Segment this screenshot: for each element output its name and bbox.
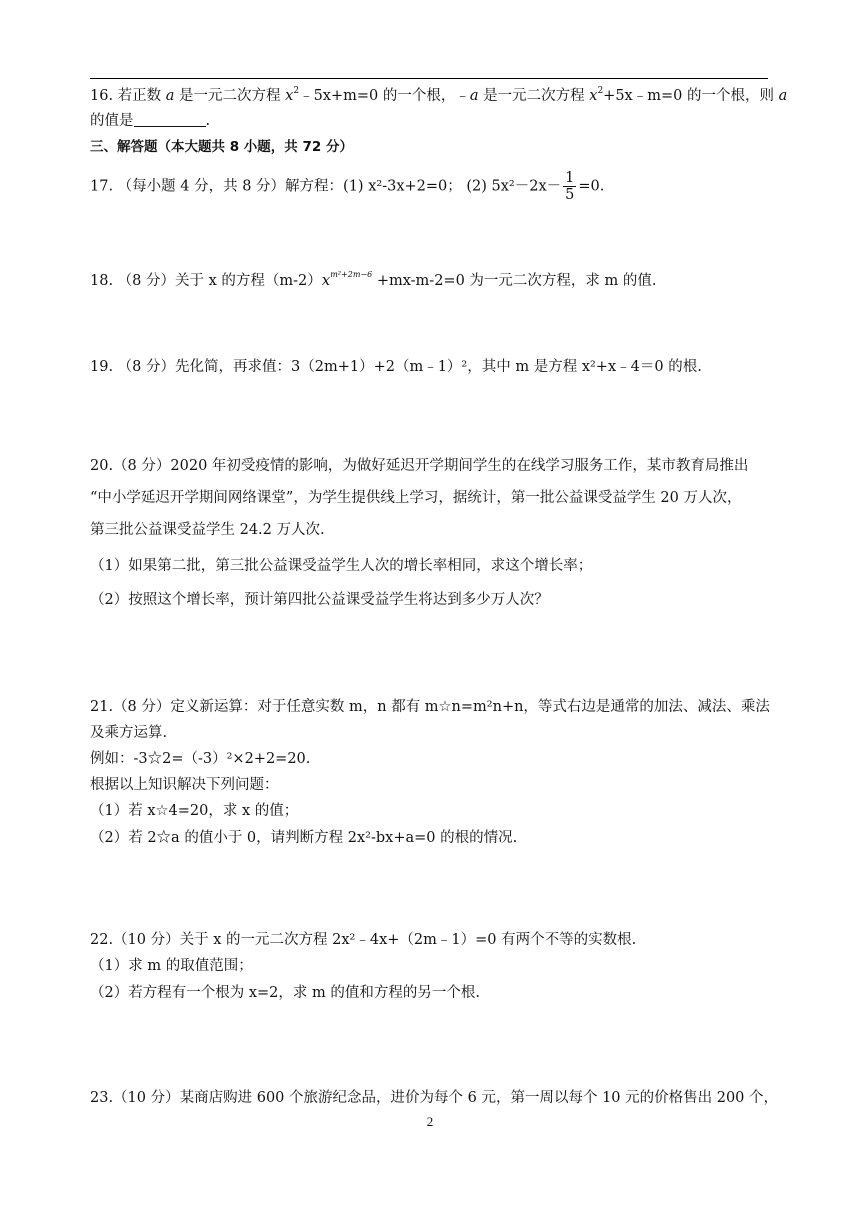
q16-line2: [90, 111, 210, 131]
q22-line3: （2）若方程有一个根为 x=2，求 m 的值和方程的另一个根.: [90, 985, 480, 1001]
q18-text: +mx-m-2=0 为一元二次方程，求 m 的值.: [372, 273, 657, 289]
q19: 19. （8 分）先化简，再求值：3（2m+1）+2（m﹣1）²，其中 m 是方程 x²+x﹣4＝0 的根.: [90, 359, 702, 375]
q17-text: 17. （每小题 4 分，共 8 分）解方程：(1) x²-3x+2=0； (2) 5x²－2x－: [90, 178, 562, 195]
header-rule: [90, 78, 768, 79]
exponent: m²+2m−6: [330, 270, 373, 279]
q21-line5: （1）若 x☆4=20，求 x 的值；: [90, 803, 299, 819]
power-term: [322, 271, 372, 289]
q16-line1: [90, 86, 787, 106]
page-number: 2: [426, 1114, 434, 1129]
q16-text: ﹣5x+m=0 的一个根，﹣: [299, 88, 470, 104]
q18-text: 18. （8 分）关于 x 的方程（m-2）: [90, 273, 322, 289]
q21-line3: 例如：-3☆2=（-3）²×2+2=20.: [90, 751, 311, 767]
q21-line6: （2）若 2☆a 的值小于 0，请判断方程 2x²-bx+a=0 的根的情况.: [90, 830, 518, 846]
q22-line2: （1）求 m 的取值范围；: [90, 958, 253, 974]
q16-text: +5x﹣m=0 的一个根，则: [603, 88, 779, 104]
q20-line1: 20.（8 分）2020 年初受疫情的影响，为做好延迟开学期间学生的在线学习服务工作，某市教育局推出: [90, 458, 749, 474]
var-a: a: [165, 88, 175, 104]
var-x: x: [589, 88, 598, 104]
fraction-denominator: 5: [565, 187, 575, 203]
q16-text: 是一元二次方程: [174, 88, 286, 104]
q20-line3: 第三批公益课受益学生 24.2 万人次.: [90, 522, 325, 538]
exponent: 2: [597, 86, 604, 96]
var-x: x: [285, 88, 294, 104]
q20-line5: （2）按照这个增长率，预计第四批公益课受益学生将达到多少万人次？: [90, 592, 549, 608]
q17-text: =0.: [578, 178, 605, 195]
answer-blank[interactable]: [134, 112, 206, 127]
q22-line1: 22.（10 分）关于 x 的一元二次方程 2x²﹣4x+（2m﹣1）=0 有两个不等的实数根.: [90, 932, 637, 948]
q16-text: .: [205, 113, 211, 129]
fraction-numerator: 1: [565, 170, 575, 186]
q17: [90, 170, 604, 203]
q20-line4: （1）如果第二批，第三批公益课受益学生人次的增长率相同，求这个增长率；: [90, 558, 593, 574]
q16-text: 16. 若正数: [90, 88, 166, 104]
var-x: x: [321, 271, 331, 289]
q23-line1: 23.（10 分）某商店购进 600 个旅游纪念品，进价为每个 6 元，第一周以每个 10 元的价格售出 200 个，: [90, 1090, 779, 1106]
q18: [90, 270, 656, 291]
q21-line2: 及乘方运算.: [90, 725, 168, 741]
section-heading: 三、解答题（本大题共 8 小题，共 72 分）: [90, 139, 353, 155]
exponent: 2: [293, 86, 300, 96]
q21-line1: 21.（8 分）定义新运算：对于任意实数 m，n 都有 m☆n=m²n+n，等式右边是通常的加法、减法、乘法: [90, 699, 770, 715]
q16-text: 的值是: [90, 113, 134, 129]
fraction: [563, 170, 576, 203]
q20-line2: “中小学延迟开学期间网络课堂”，为学生提供线上学习，据统计，第一批公益课受益学生 20 万人次，: [90, 490, 742, 506]
q21-line4: 根据以上知识解决下列问题：: [90, 777, 279, 793]
var-a: a: [778, 88, 788, 104]
var-a: a: [469, 88, 479, 104]
q16-text: 是一元二次方程: [478, 88, 590, 104]
